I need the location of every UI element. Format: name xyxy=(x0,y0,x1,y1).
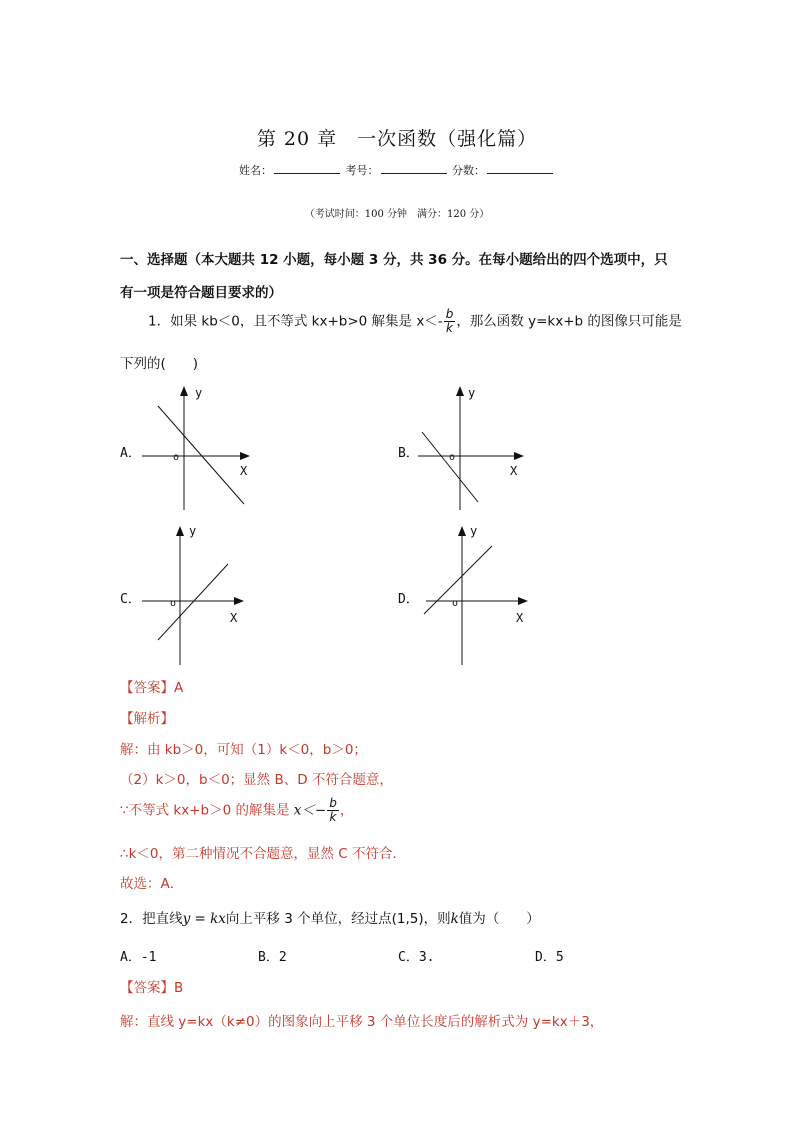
graph-a-origin: o xyxy=(173,452,180,463)
q1-solution-line3 xyxy=(120,797,353,824)
exam-no-blank xyxy=(381,163,447,174)
q2-solution-line1: 解：直线 y=kx（k≠0）的图象向上平移 3 个单位长度后的解析式为 y=kx＋3， xyxy=(120,1014,604,1030)
graph-d xyxy=(414,522,544,667)
q2-var-k: k xyxy=(450,911,459,927)
graph-b-origin: o xyxy=(449,452,456,463)
graph-c-x-label: X xyxy=(230,611,238,625)
option-c-label: C． xyxy=(120,592,141,607)
function-line xyxy=(422,432,478,502)
graph-d-origin: o xyxy=(452,598,459,609)
q1-frac-den: k xyxy=(446,321,453,335)
q1-solution-line1: 解：由 kb＞0，可知（1）k＜0，b＞0； xyxy=(120,742,367,758)
q2-choice-b: B．2 xyxy=(258,950,287,965)
q2-answer-tag: 【答案】 xyxy=(120,980,174,996)
q2-point: (1,5) xyxy=(391,911,424,927)
q1-analysis-tag: 【解析】 xyxy=(120,711,174,727)
q1-stem-part-a: 1．如果 kb＜0，且不等式 kx+b>0 解集是 x＜- xyxy=(148,313,443,330)
q1-solution-line4: ∴k＜0，第二种情况不合题意，显然 C 不符合． xyxy=(120,846,407,862)
graph-d-y-label: y xyxy=(470,524,478,538)
score-blank xyxy=(487,163,553,174)
name-label: 姓名： xyxy=(239,164,272,177)
q1-stem-part-b: ，那么函数 y=kx+b 的图像只可能是 xyxy=(456,313,682,330)
graph-a-x-label: X xyxy=(240,464,248,478)
option-d-label: D． xyxy=(398,592,419,607)
option-a-label: A． xyxy=(120,446,141,461)
option-b-label: B． xyxy=(398,446,419,461)
q1-sol3-tail: ， xyxy=(339,802,354,819)
q1-answer-value: A xyxy=(174,680,184,696)
q1-answer-tag: 【答案】 xyxy=(120,680,174,696)
q2-stem-c: ，则 xyxy=(423,911,451,927)
exam-meta: （考试时间：100 分钟 满分：120 分） xyxy=(304,209,490,220)
q2-stem-b: 向上平移 3 个单位，经过点 xyxy=(225,911,392,927)
exam-no-label: 考号： xyxy=(345,164,379,177)
q1-answer xyxy=(120,676,183,696)
q1-sol3-den: k xyxy=(329,810,337,824)
graph-c-origin: o xyxy=(170,598,177,609)
graph-b-y-label: y xyxy=(468,386,476,400)
q2-stem xyxy=(120,907,540,927)
q1-stem-line2: 下列的( ) xyxy=(120,356,199,372)
q1-sol3-lhs: x＜− xyxy=(293,802,327,819)
graph-a-y-label: y xyxy=(195,386,203,400)
name-blank xyxy=(274,163,340,174)
section-heading-line2: 有一项是符合题目要求的） xyxy=(120,285,282,301)
q1-stem xyxy=(148,308,682,335)
q1-fraction xyxy=(444,308,456,335)
q2-choice-d: D．5 xyxy=(535,950,564,965)
page-title: 第 20 章 一次函数（强化篇） xyxy=(256,128,538,150)
q1-solution-line5: 故选：A． xyxy=(120,876,184,892)
section-heading-line1: 一、选择题（本大题共 12 小题，每小题 3 分，共 36 分。在每小题给出的四个选项中，只 xyxy=(120,252,668,268)
q2-stem-a: 2．把直线 xyxy=(120,911,183,927)
function-line xyxy=(158,406,244,504)
graph-d-x-label: X xyxy=(516,611,524,625)
graph-c xyxy=(130,522,260,667)
score-label: 分数： xyxy=(452,164,485,177)
q2-choice-c: C．3. xyxy=(398,950,435,965)
q1-frac-num: b xyxy=(445,307,454,321)
q2-expr: y = kx xyxy=(182,911,226,927)
graph-c-y-label: y xyxy=(189,524,197,538)
q2-answer xyxy=(120,976,183,996)
q2-stem-d: 值为（ ） xyxy=(458,911,540,927)
q1-sol3-text: ∵不等式 kx+b＞0 的解集是 xyxy=(120,802,294,819)
graph-b-x-label: X xyxy=(510,464,518,478)
q2-answer-value: B xyxy=(174,980,184,996)
student-info-line xyxy=(0,162,794,178)
q1-sol3-num: b xyxy=(329,796,337,810)
function-line xyxy=(158,564,228,640)
q1-solution-line2: （2）k＞0，b＜0；显然 B、D 不符合题意， xyxy=(120,772,393,788)
q1-sol3-fraction xyxy=(327,797,339,824)
q2-choice-a: A．-1 xyxy=(120,950,157,965)
